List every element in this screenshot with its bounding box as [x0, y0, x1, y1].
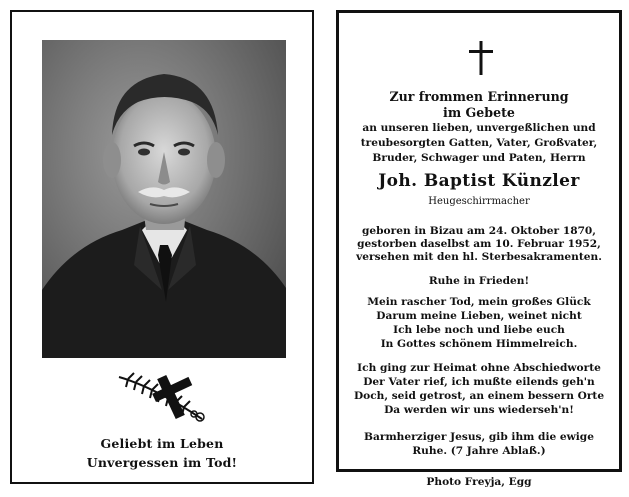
memorial-text-card — [336, 10, 622, 472]
poem2-line-3: Doch, seid getrost, an einem bessern Orte — [353, 390, 605, 402]
motto-line-2: Unvergessen im Tod! — [86, 455, 238, 470]
rest-in-peace: Ruhe in Frieden! — [428, 275, 530, 287]
prayer-line-1: Barmherziger Jesus, gib ihm die ewige — [364, 431, 594, 443]
sacraments-line: versehen mit den hl. Sterbesakramenten. — [356, 251, 602, 263]
poem2-line-4: Da werden wir uns wiederseh'n! — [384, 404, 574, 416]
portrait-illustration — [42, 40, 286, 358]
poem1-line-3: Ich lebe noch und liebe euch — [393, 324, 565, 336]
poem2-line-2: Der Vater rief, ich mußte eilends geh'n — [363, 376, 595, 388]
motto-line-1: Geliebt im Leben — [100, 436, 224, 451]
birth-line: geboren in Bizau am 24. Oktober 1870, — [362, 225, 596, 237]
heading-line-1: Zur frommen Erinnerung — [389, 89, 569, 104]
intro-line-1: an unseren lieben, unvergeßlichen und — [362, 122, 596, 134]
intro-line-3: Bruder, Schwager und Paten, Herrn — [372, 152, 586, 164]
death-line: gestorben daselbst am 10. Februar 1952, — [357, 238, 601, 250]
poem1-line-4: In Gottes schönem Himmelreich. — [380, 338, 578, 350]
prayer-line-2: Ruhe. (7 Jahre Ablaß.) — [412, 445, 546, 457]
cross-icon — [467, 41, 495, 75]
intro-line-2: treubesorgten Gatten, Vater, Großvater, — [360, 137, 598, 149]
cross-and-palm-emblem — [114, 367, 214, 425]
portrait-photo — [42, 40, 286, 358]
photo-credit: Photo Freyja, Egg — [426, 476, 532, 488]
occupation: Heugeschirrmacher — [428, 196, 530, 207]
memorial-photo-card — [10, 10, 314, 484]
poem1-line-1: Mein rascher Tod, mein großes Glück — [367, 296, 591, 308]
deceased-name: Joh. Baptist Künzler — [378, 171, 580, 191]
poem1-line-2: Darum meine Lieben, weinet nicht — [376, 310, 582, 322]
heading-line-2: im Gebete — [443, 105, 515, 120]
poem2-line-1: Ich ging zur Heimat ohne Abschiedworte — [357, 362, 601, 374]
